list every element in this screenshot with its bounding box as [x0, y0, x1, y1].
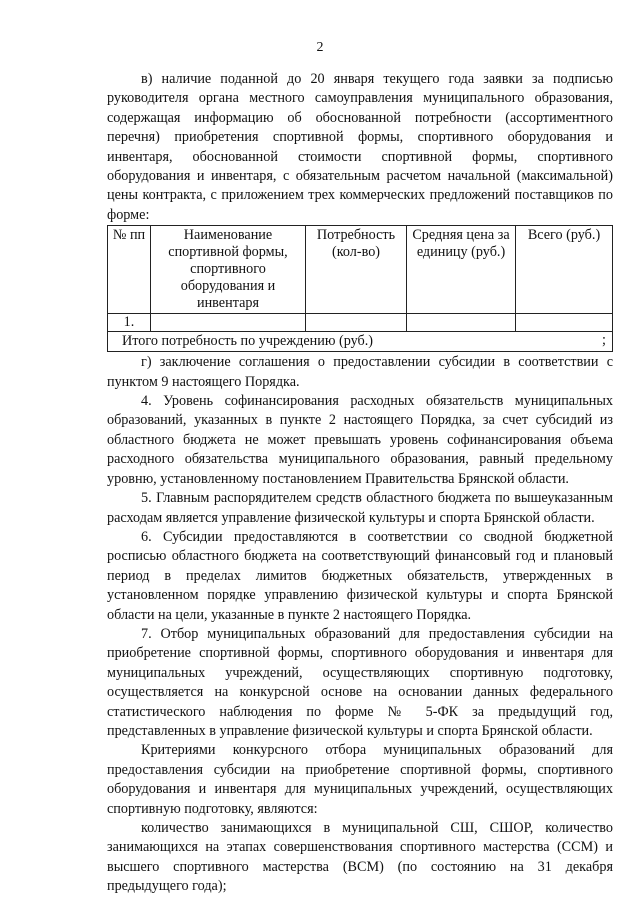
- paragraph-v: в) наличие поданной до 20 января текущего года заявки за подписью руководителя органа местного самоуправления муниципального образования, содержащая информацию об обоснованной потребности (ассортиментного перечня) приобретения спортивной формы, спортивного оборудования и инвентаря, обоснованной стоимости спортивной формы, спортивного оборудования и инвентаря, с обязательным расчетом начальной (максимальной) цены контракта, с приложением трех коммерческих предложений поставщиков по форме:: [107, 71, 613, 223]
- row-price-cell: [407, 314, 516, 332]
- header-number: № пп: [108, 226, 151, 314]
- row-name-cell: [151, 314, 306, 332]
- row-quantity-cell: [306, 314, 407, 332]
- table-row: [108, 314, 613, 332]
- needs-table: [107, 225, 613, 352]
- row-total-cell: [516, 314, 613, 332]
- paragraph-7: 7. Отбор муниципальных образований для предоставления субсидии на приобретение спортивной формы, спортивного оборудования и инвентаря для муниципальных учреждений, осуществляющих спортивную подготовку, осуществляется на конкурсной основе на основании данных федерального статистического наблюдения по форме № 5-ФК за предыдущий год, представленных в управление физической культуры и спорта Брянской области.: [107, 625, 613, 739]
- header-total: Всего (руб.): [516, 226, 613, 314]
- row-number-cell: 1.: [108, 314, 151, 332]
- table-total-row: [108, 332, 613, 352]
- paragraph-criteria: Критериями конкурсного отбора муниципальных образований для предоставления субсидии на приобретение спортивной формы, спортивного оборудования и инвентаря для муниципальных учреждений, осуществляющих спортивную подготовку, являются:: [107, 742, 613, 817]
- total-label: Итого потребность по учреждению (руб.): [122, 333, 374, 350]
- header-name: Наименование спортивной формы, спортивного оборудования и инвентаря: [151, 226, 306, 314]
- paragraph-5: 5. Главным распорядителем средств областного бюджета по вышеуказанным расходам является управление физической культуры и спорта Брянской области.: [107, 490, 613, 526]
- document-body: [107, 70, 613, 897]
- header-quantity: Потребность (кол-во): [306, 226, 407, 314]
- page-number: 2: [316, 40, 324, 55]
- paragraph-g: г) заключение соглашения о предоставлении субсидии в соответствии с пунктом 9 настоящего Порядка.: [107, 354, 613, 390]
- paragraph-criterion-1: количество занимающихся в муниципальной СШ, СШОР, количество занимающихся на этапах совершенствования спортивного мастерства (ССМ) и высшего спортивного мастерства (ВСМ) (по состоянию на 31 декабря предыдущего года);: [107, 820, 613, 895]
- paragraph-6: 6. Субсидии предоставляются в соответствии со сводной бюджетной росписью областного бюджета на соответствующий финансовый год и плановый период в пределах лимитов бюджетных обязательств, утвержденных в установленном порядке управлению физической культуры и спорта Брянской области на цели, указанные в пункте 2 настоящего Порядка.: [107, 528, 613, 623]
- total-end: ;: [602, 332, 606, 349]
- paragraph-4: 4. Уровень софинансирования расходных обязательств муниципальных образований, указанных в пункте 2 настоящего Порядка, за счет субсидий из областного бюджета не может превышать уровень софинансирования объема расходного обязательства муниципального образования, равный предельному уровню, установленному постановлением Правительства Брянской области.: [107, 393, 613, 487]
- table-header-row: [108, 226, 613, 314]
- header-avg-price: Средняя цена за единицу (руб.): [407, 226, 516, 314]
- total-cell: [108, 332, 613, 352]
